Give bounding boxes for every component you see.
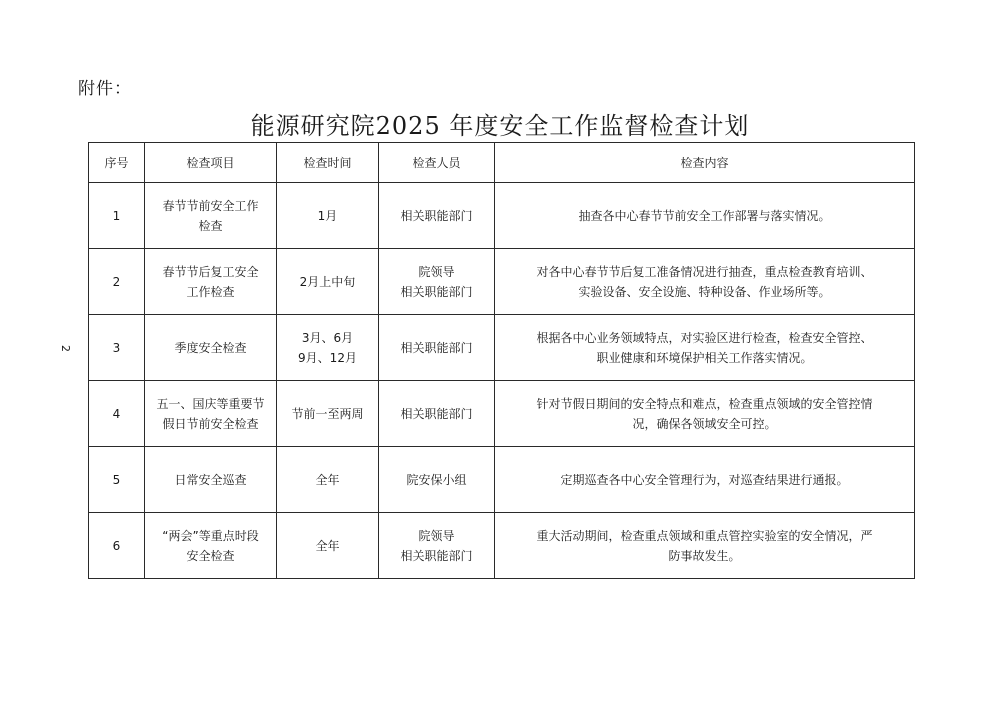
row-content: 针对节假日期间的安全特点和难点，检查重点领域的安全管控情 况，确保各领域安全可控。: [495, 381, 915, 447]
column-header-no: 序号: [89, 143, 145, 183]
column-header-time: 检查时间: [277, 143, 379, 183]
row-time: 2月上中旬: [277, 249, 379, 315]
row-time: 节前一至两周: [277, 381, 379, 447]
row-content: 定期巡查各中心安全管理行为，对巡查结果进行通报。: [495, 447, 915, 513]
row-no: 2: [89, 249, 145, 315]
row-item: 春节节后复工安全 工作检查: [145, 249, 277, 315]
row-content: 重大活动期间，检查重点领域和重点管控实验室的安全情况，严 防事故发生。: [495, 513, 915, 579]
row-content: 对各中心春节节后复工准备情况进行抽查，重点检查教育培训、 实验设备、安全设施、特种设备、作业场所等。: [495, 249, 915, 315]
row-item: 季度安全检查: [145, 315, 277, 381]
row-item: 五一、国庆等重要节 假日节前安全检查: [145, 381, 277, 447]
row-staff: 院领导 相关职能部门: [379, 249, 495, 315]
table-row: [89, 447, 915, 513]
column-header-item: 检查项目: [145, 143, 277, 183]
column-header-content: 检查内容: [495, 143, 915, 183]
row-time: 全年: [277, 447, 379, 513]
inspection-plan-table: [88, 142, 915, 579]
row-staff: 相关职能部门: [379, 315, 495, 381]
table-row: [89, 381, 915, 447]
row-no: 4: [89, 381, 145, 447]
row-no: 5: [89, 447, 145, 513]
row-item: 日常安全巡查: [145, 447, 277, 513]
table-row: [89, 315, 915, 381]
page-number: 2: [59, 345, 72, 352]
table-row: [89, 183, 915, 249]
row-time: 3月、6月 9月、12月: [277, 315, 379, 381]
row-staff: 院领导 相关职能部门: [379, 513, 495, 579]
row-time: 1月: [277, 183, 379, 249]
row-staff: 院安保小组: [379, 447, 495, 513]
table-header-row: [89, 143, 915, 183]
row-no: 3: [89, 315, 145, 381]
column-header-staff: 检查人员: [379, 143, 495, 183]
row-content: 抽查各中心春节节前安全工作部署与落实情况。: [495, 183, 915, 249]
row-time: 全年: [277, 513, 379, 579]
row-no: 6: [89, 513, 145, 579]
row-no: 1: [89, 183, 145, 249]
row-staff: 相关职能部门: [379, 183, 495, 249]
document-title: 能源研究院2025 年度安全工作监督检查计划: [250, 112, 750, 140]
attachment-label: 附件：: [78, 79, 132, 99]
row-staff: 相关职能部门: [379, 381, 495, 447]
row-content: 根据各中心业务领域特点，对实验区进行检查，检查安全管控、 职业健康和环境保护相关工作落实情况。: [495, 315, 915, 381]
table-row: [89, 249, 915, 315]
row-item: 春节节前安全工作 检查: [145, 183, 277, 249]
row-item: “两会”等重点时段 安全检查: [145, 513, 277, 579]
table-row: [89, 513, 915, 579]
